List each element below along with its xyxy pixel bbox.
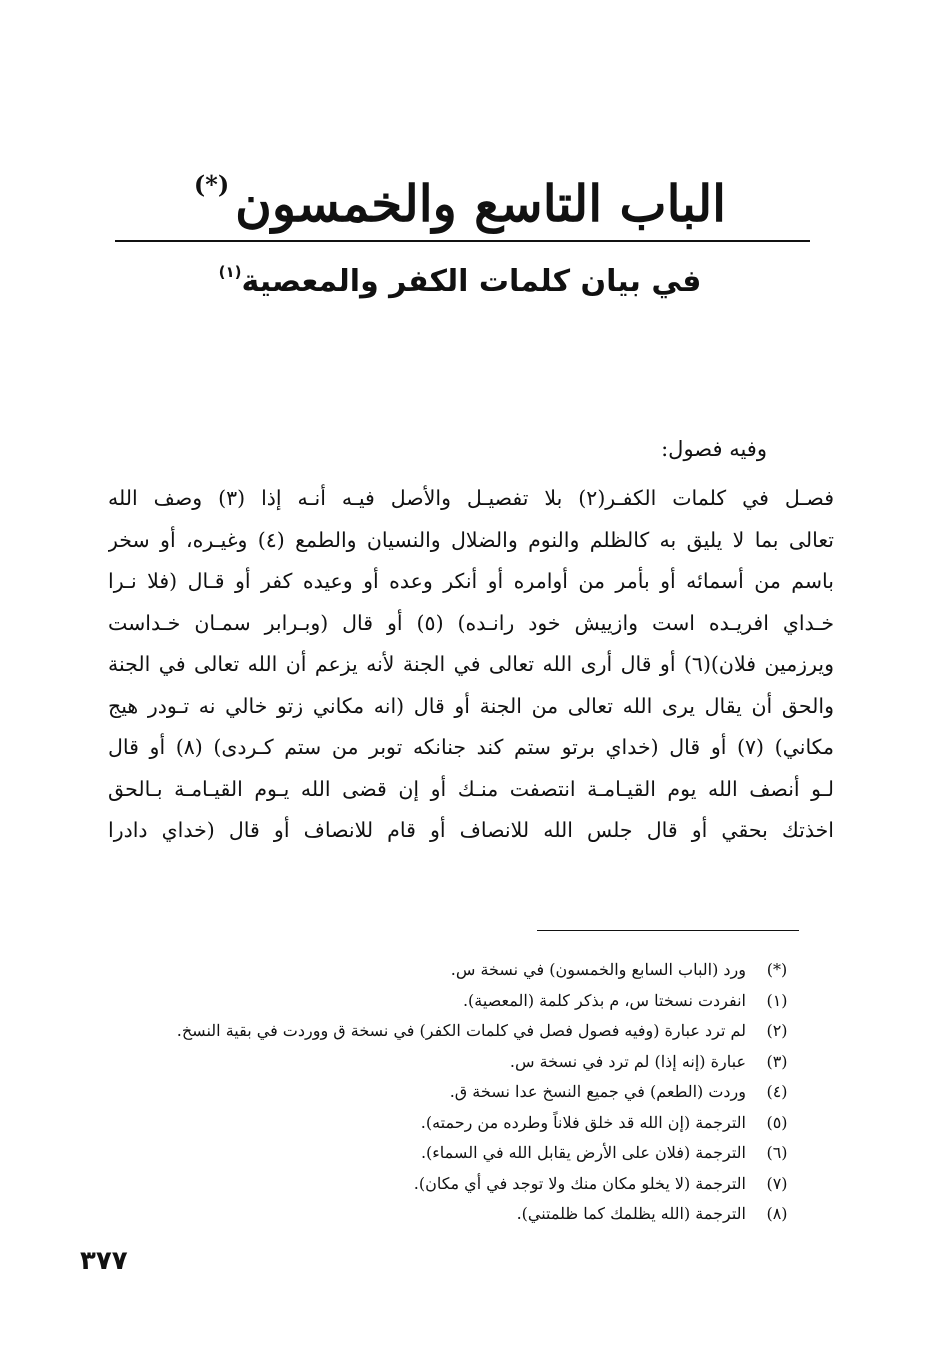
body-line: فصـل في كلمات الكفـر(٢) بلا تفصيـل والأصل فيـه أنـه إذا (٣) وصف الله — [108, 486, 834, 510]
body-line: والحق أن يقال يرى الله تعالى من الجنة أو قال (انه مكاني زتو خالي نه تـودر هيج — [108, 693, 834, 718]
chapter-title-marker: (*) — [193, 170, 230, 199]
footnote-text: انفردت نسختا س، م بذكر كلمة (المعصية). — [462, 990, 746, 1010]
body-paragraph — [108, 478, 834, 852]
chapter-title-text: الباب التاسع والخمسون — [235, 174, 727, 233]
footnote-number: (٦) — [766, 1143, 788, 1162]
footnote-item — [100, 1047, 800, 1078]
page-number: ٣٧٧ — [80, 1246, 128, 1276]
footnote-text: الترجمة (إن الله قد خلق فلاناً وطرده من رحمته). — [420, 1112, 746, 1132]
title-divider — [115, 240, 810, 242]
footnote-number: (٣) — [766, 1051, 788, 1071]
body-line: اخذتك بحقي أو قال جلس الله للانصاف أو قام للانصاف أو قال (خداي دادرا — [108, 818, 834, 842]
footnote-item — [100, 1199, 800, 1230]
footnote-number: (٧) — [766, 1173, 788, 1193]
footnote-item — [100, 1016, 800, 1047]
chapter-subtitle-ref: (١) — [218, 263, 242, 281]
footnote-item — [100, 1077, 800, 1108]
footnote-number: (٤) — [766, 1082, 788, 1101]
chapter-subtitle-text: في بيان كلمات الكفر والمعصية — [241, 264, 702, 299]
footnote-text: الترجمة (فلان على الأرض يقابل الله في السماء). — [420, 1143, 746, 1162]
body-line: تعالى بما لا يليق به كالظلم والنوم والضلال والنسيان والطمع (٤) وغيـره، أو سخر — [108, 527, 834, 552]
footnote-number: (٢) — [766, 1021, 788, 1040]
footnote-divider — [537, 930, 799, 931]
footnote-text: لم ترد عبارة (وفيه فصول فصل في كلمات الكفر) في نسخة ق ووردت في بقية النسخ. — [176, 1021, 746, 1040]
footnote-number: (٨) — [766, 1204, 788, 1223]
footnote-item — [100, 986, 800, 1017]
footnote-item — [100, 955, 800, 986]
intro-line: وفيه فصول: — [661, 437, 767, 461]
body-line: خـداي افريـده است وازييش خود رانـده) (٥) أو قال (وبـرابر سمـان خـداست — [108, 610, 834, 635]
footnote-text: ورد (الباب السابع والخمسون) في نسخة س. — [450, 960, 746, 979]
footnote-text: الترجمة (لا يخلو مكان منك ولا توجد في أي مكان). — [413, 1173, 746, 1193]
footnote-number: (٥) — [766, 1112, 788, 1132]
footnote-item — [100, 1169, 800, 1200]
body-line: مكاني) (٧) أو قال (خداي برتو ستم كند جنانكه توبر من ستم كـردى) (٨) أو قال — [108, 735, 834, 759]
footnote-number: (*) — [766, 960, 788, 979]
footnote-number: (١) — [766, 990, 788, 1010]
footnote-text: الترجمة (الله يظلمك كما ظلمتني). — [516, 1204, 746, 1223]
footnote-text: عبارة (إنه إذا) لم ترد في نسخة س. — [509, 1051, 746, 1071]
footnote-text: وردت (الطعم) في جميع النسخ عدا نسخة ق. — [449, 1082, 746, 1101]
body-line: باسم من أسمائه أو بأمر من أوامره أو أنكر وعده أو وعيده كفر أو قـال (فلا نـرا — [108, 569, 834, 593]
footnote-item — [100, 1138, 800, 1169]
chapter-subtitle — [110, 248, 810, 306]
footnotes-list — [100, 955, 800, 1230]
footnote-item — [100, 1108, 800, 1139]
body-line: ويرزمين فلان)(٦) أو قال أرى الله تعالى في الجنة لأنه يزعم أن الله تعالى في الجنة — [108, 652, 834, 676]
body-line: لـو أنصف الله يوم القيـامـة انتصفت منـك أو إن قضى الله يـوم القيـامـة بـالحق — [108, 776, 834, 801]
chapter-title — [110, 150, 810, 239]
